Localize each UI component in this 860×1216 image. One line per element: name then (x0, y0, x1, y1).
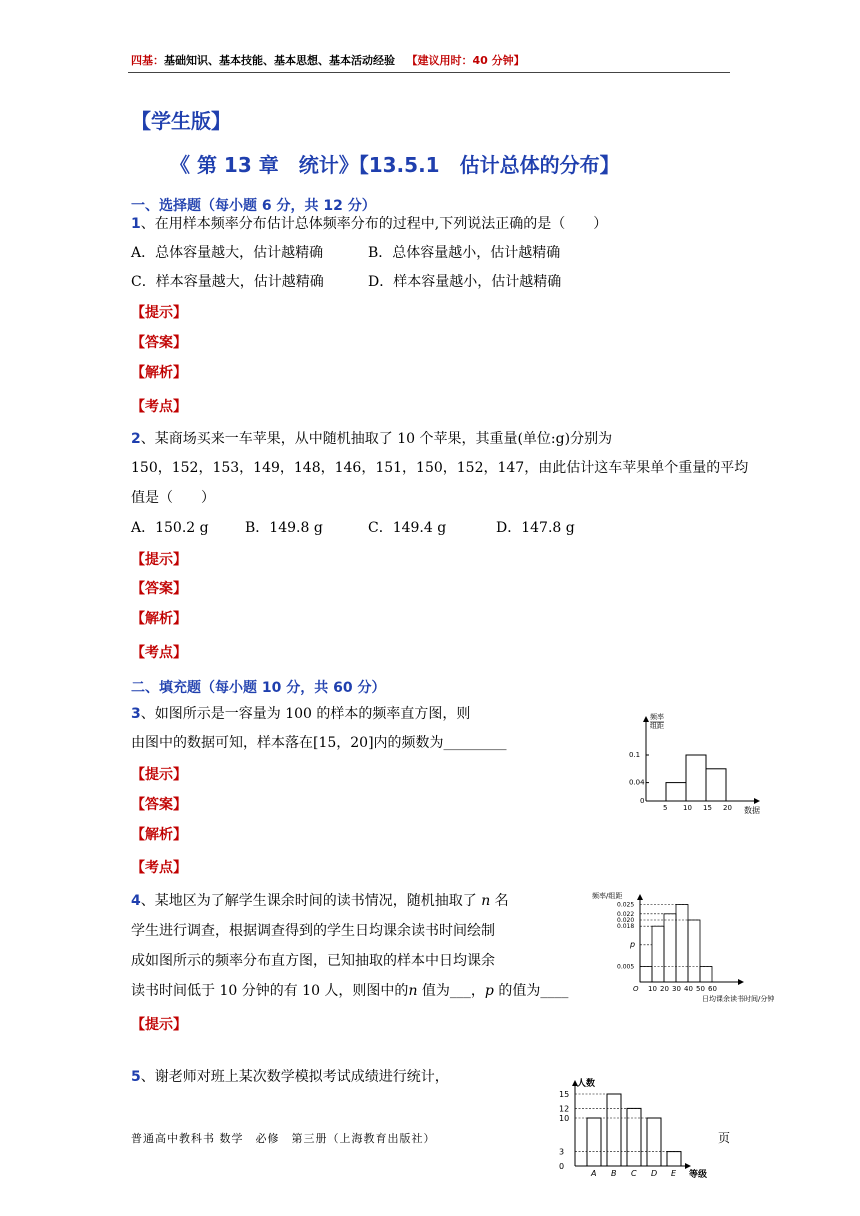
header-time: 【建议用时：40 分钟】 (406, 54, 525, 67)
q3-stem-line2: 由图中的数据可知，样本落在[15，20]内的频数为_________ (131, 735, 507, 751)
q5-stem (131, 1068, 449, 1086)
q4-text-line4a: 读书时间低于 10 分钟的有 10 人，则图中的 (131, 983, 409, 999)
q4-histogram (590, 888, 790, 1006)
q2-number: 2 (131, 431, 141, 447)
chart3-bar (607, 1094, 621, 1166)
chart1-y-tick: 0.1 (629, 751, 641, 759)
section-2-heading: 二、填充题（每小题 10 分，共 60 分） (131, 680, 386, 696)
q2-option-c: C．149.4 g (368, 520, 447, 536)
chart3-x-tick: A (591, 1169, 597, 1178)
chart1-ylabel-b: 组距 (650, 722, 664, 730)
chart3-bar (587, 1118, 601, 1166)
chart3-xlabel: 等级 (689, 1170, 708, 1180)
q4-number: 4 (131, 893, 141, 909)
chart2-x-tick: 60 (708, 985, 717, 993)
q3-number: 3 (131, 706, 141, 722)
chart2-x-arrow (738, 979, 744, 985)
chart2-y-arrow (637, 894, 643, 900)
q3-histogram (628, 712, 768, 816)
q2-option-d: D．147.8 g (496, 520, 575, 536)
q4-stem-line3: 成如图所示的频率分布直方图，已知抽取的样本中日均课余 (131, 953, 495, 969)
q1-option-c: C．样本容量越大，估计越精确 (131, 274, 324, 290)
q2-stem-line3: 值是（ ） (131, 490, 215, 506)
q1-option-a: A．总体容量越大，估计越精确 (131, 245, 324, 261)
chart1-x-tick: 10 (683, 804, 692, 812)
q5-bar-chart (555, 1076, 725, 1204)
chart2-y-tick: 0.020 (617, 917, 635, 924)
chart3-y-tick: 10 (559, 1114, 570, 1123)
q1-stem (131, 215, 607, 233)
q3-analysis-tag: 【解析】 (131, 827, 187, 843)
q1-point-tag: 【考点】 (131, 399, 187, 415)
chart2-bar (688, 920, 700, 982)
q4-var-p: p (484, 983, 494, 999)
chart3-y-tick: 0 (559, 1162, 565, 1171)
chart1-x-tick: 15 (703, 804, 712, 812)
q5-number: 5 (131, 1069, 141, 1085)
chart2-bar (676, 905, 688, 983)
chart3-x-arrow (685, 1163, 691, 1169)
q3-point-tag: 【考点】 (131, 860, 187, 876)
chart2-x-tick: 30 (672, 985, 681, 993)
chart1-y-tick: 0.04 (629, 778, 645, 787)
chart2-x-tick: 20 (660, 985, 669, 993)
chart2-y-tick: 0.005 (617, 963, 635, 971)
chart2-y-tick: 0.022 (617, 910, 635, 918)
chart3-y-tick: 3 (559, 1147, 565, 1157)
page-header (131, 52, 525, 68)
q4-text-line1a: 、某地区为了解学生课余时间的读书情况，随机抽取了 (140, 893, 482, 909)
q1-hint-tag: 【提示】 (131, 305, 187, 321)
q1-answer-tag: 【答案】 (131, 335, 187, 351)
q3-answer-tag: 【答案】 (131, 797, 187, 813)
q4-stem-line4 (131, 982, 568, 1000)
header-text: 基础知识、基本技能、基本思想、基本活动经验 (164, 54, 395, 67)
q3-stem-line1 (131, 705, 470, 723)
q1-analysis-tag: 【解析】 (131, 365, 187, 381)
q4-text-line4c: 的值为____ (493, 983, 569, 999)
q1-option-b: B．总体容量越小，估计越精确 (368, 245, 561, 261)
chart2-bar (652, 926, 664, 982)
footer-page-label: 页 (718, 1131, 731, 1145)
section-1-heading: 一、选择题（每小题 6 分，共 12 分） (131, 198, 376, 214)
chart3-x-tick: D (651, 1169, 658, 1178)
q2-option-b: B．149.8 g (245, 520, 323, 536)
chart2-y-tick: p (630, 939, 636, 949)
q4-var-n-2: n (408, 983, 418, 999)
chart1-x-tick: 0 (640, 797, 645, 805)
q5-text: 、谢老师对班上某次数学模拟考试成绩进行统计， (140, 1069, 449, 1085)
q2-stem-line2: 150，152，153，149，148，146，151，150，152，147，由此估计这车苹果单个重量的平均 (131, 460, 749, 476)
q1-text: 、在用样本频率分布估计总体频率分布的过程中,下列说法正确的是（ ） (140, 216, 608, 232)
q3-text-line1: 、如图所示是一容量为 100 的样本的频率直方图，则 (140, 706, 471, 722)
chart3-y-tick: 12 (559, 1104, 570, 1114)
chart2-x-tick: O (633, 985, 639, 993)
q4-text-line1b: 名 (490, 893, 509, 909)
chart2-bar (640, 967, 652, 983)
chart1-bar (686, 755, 706, 801)
edition-label: 【学生版】 (131, 109, 231, 133)
q2-analysis-tag: 【解析】 (131, 611, 187, 627)
q4-text-line4b: 值为___， (417, 983, 485, 999)
footer-text: 普通高中教科书 数学 必修 第三册（上海教育出版社） (131, 1132, 436, 1145)
q1-option-d: D．样本容量越小，估计越精确 (368, 274, 562, 290)
chart1-x-tick: 20 (723, 804, 732, 812)
chart1-bar (666, 783, 686, 801)
chart2-y-tick: 0.018 (617, 923, 635, 931)
header-divider (128, 72, 730, 73)
chart1-ylabel-a: 频率 (650, 713, 664, 721)
chart3-x-tick: B (611, 1169, 617, 1178)
chart2-x-tick: 40 (684, 985, 693, 993)
q2-stem-line1 (131, 430, 612, 448)
q2-hint-tag: 【提示】 (131, 552, 187, 568)
chart3-x-tick: E (671, 1169, 677, 1178)
chart1-x-tick: 5 (663, 804, 668, 812)
chart3-bar (627, 1108, 641, 1166)
q1-number: 1 (131, 216, 141, 232)
chart1-xlabel: 数据 (744, 806, 760, 815)
q4-hint-tag: 【提示】 (131, 1017, 187, 1033)
q2-answer-tag: 【答案】 (131, 581, 187, 597)
chart2-xlabel: 日均课余读书时间/分钟 (702, 995, 775, 1003)
q2-option-a: A．150.2 g (131, 520, 209, 536)
chart1-x-arrow (754, 798, 760, 804)
chart3-bar (667, 1152, 681, 1166)
chart2-x-tick: 10 (648, 985, 657, 993)
q4-var-n: n (481, 893, 491, 909)
chart3-ylabel: 人数 (577, 1079, 596, 1089)
chart2-x-tick: 50 (696, 985, 705, 993)
chart3-x-tick: C (631, 1169, 637, 1178)
chart1-bar (706, 769, 726, 801)
q2-text-line1: 、某商场买来一车苹果，从中随机抽取了 10 个苹果，其重量(单位:g)分别为 (140, 431, 613, 447)
chart1-y-arrow (643, 716, 649, 722)
chart2-bar (700, 967, 712, 983)
header-prefix: 四基： (131, 54, 164, 67)
q4-stem-line2: 学生进行调查，根据调查得到的学生日均课余读书时间绘制 (131, 923, 495, 939)
chart2-y-tick: 0.025 (617, 901, 635, 909)
chart3-y-tick: 15 (559, 1090, 570, 1099)
q2-point-tag: 【考点】 (131, 645, 187, 661)
q4-stem-line1 (131, 892, 509, 910)
chart2-ylabel: 频率/组距 (592, 892, 623, 900)
chart3-bar (647, 1118, 661, 1166)
q3-hint-tag: 【提示】 (131, 767, 187, 783)
chart2-bar (664, 914, 676, 982)
page-title: 《 第 13 章 统计》【13.5.1 估计总体的分布】 (170, 153, 620, 177)
